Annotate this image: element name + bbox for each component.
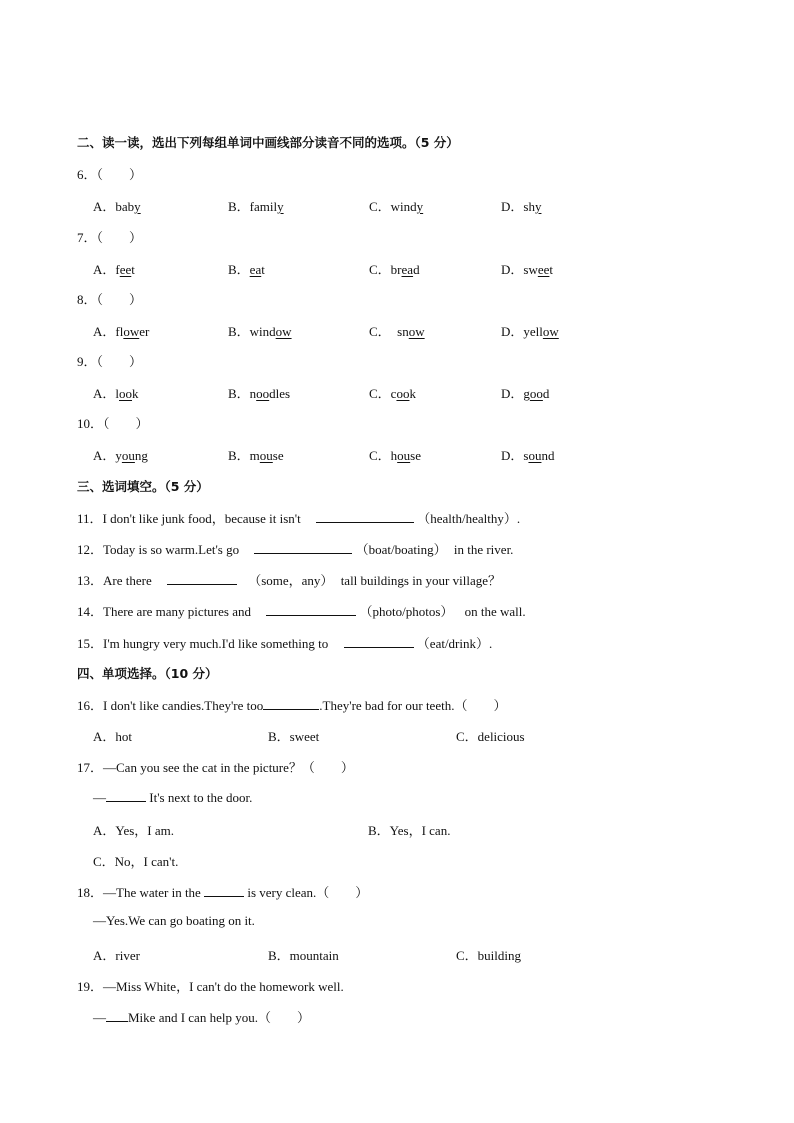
phonics-option[interactable] [369,445,421,464]
word-part: s [523,448,529,463]
option-17-a[interactable]: A．Yes，I am. [93,823,175,838]
phonics-question-number: 7．（ ） [77,230,143,245]
option-letter: A． [93,262,116,277]
answer-blank[interactable] [263,697,319,710]
question-16-tail: .They're bad for our teeth.（ ） [319,698,507,713]
question-18-text: 18．—The water in the [77,885,201,900]
question-17: 17．—Can you see the cat in the picture？（ ） [77,760,354,775]
phonics-option[interactable] [93,196,141,215]
underlined-letters: y [277,199,284,214]
phonics-option[interactable] [228,445,284,464]
answer-blank[interactable] [316,510,414,523]
option-letter: A． [93,199,116,214]
answer-blank[interactable] [254,541,352,554]
question-12-tail: in the river. [453,542,514,557]
section-2-heading: 二、读一读，选出下列每组单词中画线部分读音不同的选项。（5 分） [77,135,459,150]
option-17-b[interactable]: B．Yes，I can. [368,823,451,838]
underlined-letters: oo [396,386,410,401]
question-13-hint: （some，any） [248,573,334,588]
option-letter: D． [501,324,524,339]
question-19-reply [93,1007,310,1026]
option-letter: C． [369,386,391,401]
answer-blank[interactable] [106,789,146,802]
underlined-letters: ou [259,448,273,463]
underlined-letters: y [534,199,542,214]
option-18-a[interactable]: A．river [93,948,140,963]
question-15-hint: （eat/drink）. [416,636,493,651]
section-3-heading: 三、选词填空。（5 分） [77,479,209,494]
question-19-reply-text: Mike and I can help you.（ ） [128,1010,310,1025]
word-part: dles [269,386,291,401]
question-18-tail: is very clean.（ ） [247,885,369,900]
option-16-c[interactable]: C．delicious [456,729,525,744]
phonics-option[interactable] [501,445,554,464]
option-letter: B． [228,324,250,339]
phonics-question-number: 6．（ ） [77,167,143,182]
phonics-question-number: 10．（ ） [77,416,149,431]
word-part: wind [249,324,276,339]
option-letter: D． [501,199,524,214]
phonics-option[interactable] [93,445,148,464]
underlined-letters: ea [401,262,414,277]
word-part: br [390,262,402,277]
underlined-letters: ow [123,324,140,339]
option-letter: A． [93,448,116,463]
underlined-letters: ee [537,262,550,277]
word-part: bab [115,199,135,214]
question-11-hint: （health/healthy）. [417,511,521,526]
phonics-option[interactable] [369,321,425,340]
question-16 [77,695,506,714]
word-part: d [413,262,420,277]
phonics-option[interactable] [228,321,292,340]
question-17-reply-text: It's next to the door. [149,790,253,805]
word-part: se [272,448,284,463]
question-13 [77,570,501,589]
underlined-letters: oo [119,386,133,401]
option-letter: D． [501,386,524,401]
question-11 [77,508,520,527]
underlined-letters: y [134,199,141,214]
phonics-option[interactable] [501,383,549,402]
answer-blank[interactable] [167,572,237,585]
question-14-text: 14．There are many pictures and [77,604,251,619]
word-part: yell [523,324,543,339]
word-part: t [261,262,265,277]
option-16-b[interactable]: B．sweet [268,729,320,744]
option-letter: C． [369,448,391,463]
underlined-letters: ee [119,262,132,277]
option-17-c[interactable]: C．No，I can't. [93,854,179,869]
answer-blank[interactable] [266,603,356,616]
word-part: se [410,448,422,463]
word-part: c [390,386,397,401]
word-part: f [115,262,120,277]
phonics-option[interactable] [228,383,290,402]
word-part: n [249,386,257,401]
underlined-letters: ou [121,448,135,463]
word-part: y [115,448,122,463]
word-part: sw [523,262,538,277]
question-11-text: 11．I don't like junk food，because it isn't [77,511,301,526]
underlined-letters: y [416,199,424,214]
word-part: famil [249,199,278,214]
word-part: sh [523,199,535,214]
question-14-tail: on the wall. [464,604,526,619]
question-18 [77,882,368,901]
question-14-hint: （photo/photos） [359,604,454,619]
question-14 [77,601,526,620]
dash: — [93,790,106,805]
underlined-letters: ow [275,324,292,339]
answer-blank[interactable] [204,884,244,897]
question-18-reply: —Yes.We can go boating on it. [93,913,255,928]
option-letter: C． [369,199,391,214]
phonics-option[interactable] [369,383,416,402]
dash: — [93,1010,106,1025]
word-part: t [549,262,554,277]
question-15-text: 15．I'm hungry very much.I'd like something to [77,636,329,651]
word-part: h [390,448,398,463]
underlined-letters: oo [256,386,270,401]
question-12-hint: （boat/boating） [355,542,447,557]
phonics-question-number: 8．（ ） [77,292,143,307]
phonics-option[interactable] [369,196,423,215]
option-16-a[interactable]: A．hot [93,729,133,744]
word-part: k [132,386,139,401]
question-13-tail: tall buildings in your village？ [340,573,502,588]
word-part: ng [134,448,148,463]
word-part: wind [390,199,417,214]
word-part: k [409,386,416,401]
word-part: d [542,386,550,401]
option-letter: A． [93,386,116,401]
underlined-letters: ow [542,324,559,339]
word-part: er [139,324,150,339]
underlined-letters: ou [397,448,411,463]
word-part: nd [541,448,555,463]
answer-blank[interactable] [344,635,414,648]
option-letter: C． [369,262,391,277]
phonics-option[interactable] [93,321,149,340]
word-part: m [249,448,260,463]
option-letter: C． [369,324,398,339]
question-12-text: 12．Today is so warm.Let's go [77,542,240,557]
phonics-option[interactable] [228,196,284,215]
phonics-option[interactable] [501,259,553,278]
section-4-heading: 四、单项选择。（10 分） [77,666,218,681]
answer-blank[interactable] [106,1009,128,1022]
underlined-letters: ow [408,324,425,339]
option-letter: B． [228,199,250,214]
phonics-option[interactable] [369,259,420,278]
question-15 [77,633,492,652]
underlined-letters: ea [249,262,262,277]
phonics-option[interactable] [93,383,139,402]
phonics-question-number: 9．（ ） [77,354,143,369]
question-16-text: 16．I don't like candies.They're too [77,698,264,713]
option-letter: A． [93,324,116,339]
word-part: sn [397,324,409,339]
phonics-option[interactable] [501,196,541,215]
word-part: g [523,386,530,401]
option-letter: D． [501,448,524,463]
phonics-option[interactable] [228,259,265,278]
underlined-letters: oo [529,386,543,401]
question-12 [77,539,513,558]
question-13-text: 13．Are there [77,573,152,588]
option-letter: B． [228,262,250,277]
phonics-option[interactable] [93,259,135,278]
word-part: t [131,262,135,277]
option-letter: D． [501,262,524,277]
option-18-c[interactable]: C．building [456,948,522,963]
underlined-letters: ou [528,448,542,463]
word-part: fl [115,324,124,339]
question-17-reply [93,789,252,806]
option-letter: B． [228,448,250,463]
option-letter: B． [228,386,250,401]
word-part: l [115,386,120,401]
phonics-option[interactable] [501,321,559,340]
option-18-b[interactable]: B．mountain [268,948,339,963]
question-19: 19．—Miss White，I can't do the homework well. [77,979,344,994]
